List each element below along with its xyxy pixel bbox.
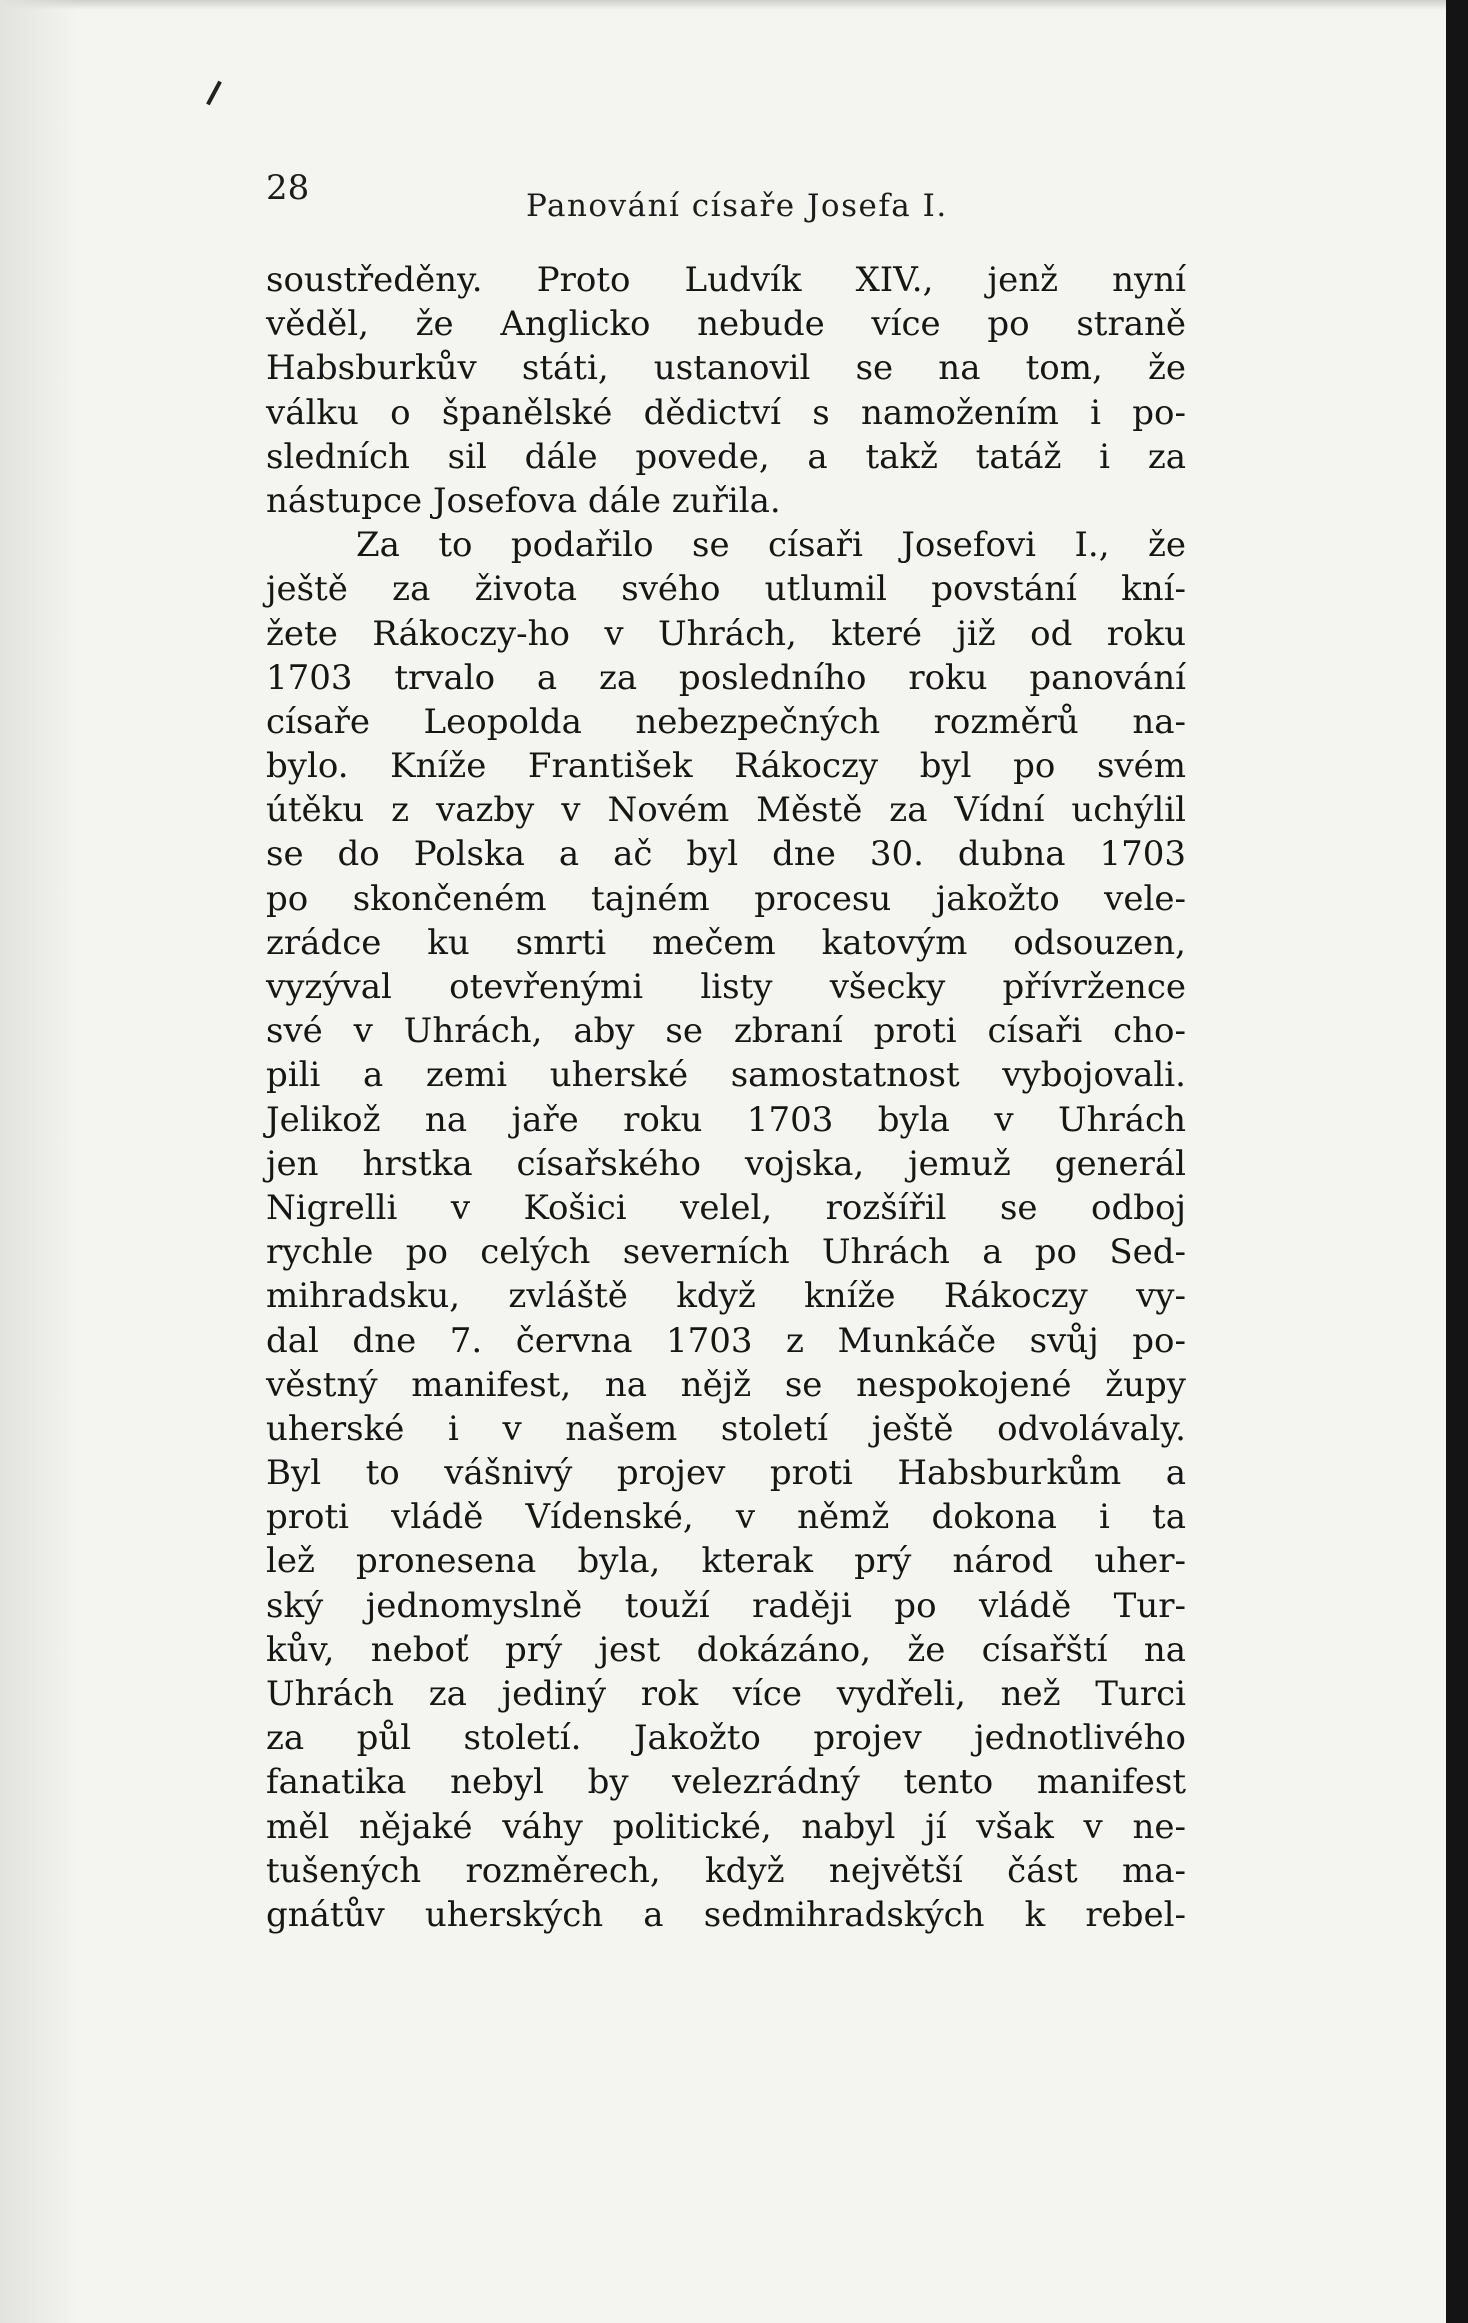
text-line: své v Uhrách, aby se zbraní proti císaři cho- <box>266 1011 1186 1052</box>
text-line: císaře Leopolda nebezpečných rozměrů na- <box>266 701 1186 742</box>
text-line: Byl to vášnivý projev proti Habsburkům a <box>266 1453 1186 1494</box>
text-line: Habsburkův státi, ustanovil se na tom, že <box>266 348 1186 389</box>
text-line: bylo. Kníže František Rákoczy byl po svém <box>266 746 1186 787</box>
text-line: soustředěny. Proto Ludvík XIV., jenž nyní <box>266 260 1186 300</box>
text-line: Jelikož na jaře roku 1703 byla v Uhrách <box>266 1099 1186 1140</box>
scan-right-border <box>1446 0 1468 2323</box>
text-line: věstný manifest, na nějž se nespokojené župy <box>266 1364 1186 1405</box>
text-line: sledních sil dále povede, a takž tatáž i za <box>266 436 1186 477</box>
text-line: za půl století. Jakožto projev jednotlivého <box>266 1718 1186 1759</box>
text-line: gnátův uherských a sedmihradských k rebel- <box>266 1894 1186 1935</box>
text-line: mihradsku, zvláště když kníže Rákoczy vy- <box>266 1276 1186 1317</box>
page-number: 28 <box>266 168 310 208</box>
text-line: ještě za života svého utlumil povstání kní- <box>266 569 1186 610</box>
body-text <box>266 258 1186 1937</box>
text-line: žete Rákoczy-ho v Uhrách, které již od roku <box>266 613 1186 654</box>
text-line: Nigrelli v Košici velel, rozšířil se odboj <box>266 1187 1186 1228</box>
text-line: pili a zemi uherské samostatnost vybojovali. <box>266 1055 1186 1096</box>
text-line: 1703 trvalo a za posledního roku panování <box>266 657 1186 698</box>
text-line: uherské i v našem století ještě odvolávaly. <box>266 1408 1186 1449</box>
text-line: věděl, že Anglicko nebude více po straně <box>266 304 1186 345</box>
scan-top-edge <box>0 0 1468 10</box>
text-line: vyzýval otevřenými listy všecky přívržence <box>266 967 1186 1007</box>
text-line: tušených rozměrech, když největší část ma- <box>266 1850 1186 1891</box>
text-line: válku o španělské dědictví s namožením i po- <box>266 392 1186 433</box>
text-line: měl nějaké váhy politické, nabyl jí však v ne- <box>266 1806 1186 1847</box>
pencil-mark <box>206 81 222 106</box>
text-line: jen hrstka císařského vojska, jemuž generál <box>266 1143 1186 1184</box>
text-line: Za to podařilo se císaři Josefovi I., že <box>356 525 1186 566</box>
text-line: fanatika nebyl by velezrádný tento manifest <box>266 1762 1186 1803</box>
running-head: Panování císaře Josefa I. <box>526 188 948 224</box>
text-line: Uhrách za jediný rok více vydřeli, než Turci <box>266 1674 1186 1714</box>
text-line: útěku z vazby v Novém Městě za Vídní uchýlil <box>266 790 1186 831</box>
text-line: nástupce Josefova dále zuřila. <box>266 480 781 521</box>
text-line: zrádce ku smrti mečem katovým odsouzen, <box>266 922 1186 963</box>
text-line: ský jednomyslně touží raději po vládě Tur- <box>266 1585 1186 1626</box>
text-line: rychle po celých severních Uhrách a po Sed- <box>266 1232 1186 1273</box>
text-line: kův, neboť prý jest dokázáno, že císařští na <box>266 1629 1186 1670</box>
scan-left-shadow <box>0 0 80 2323</box>
text-line: se do Polska a ač byl dne 30. dubna 1703 <box>266 834 1186 875</box>
text-line: dal dne 7. června 1703 z Munkáče svůj po- <box>266 1320 1186 1361</box>
text-line: po skončeném tajném procesu jakožto vele- <box>266 878 1186 919</box>
text-line: lež pronesena byla, kterak prý národ uher- <box>266 1541 1186 1582</box>
text-line: proti vládě Vídenské, v němž dokona i ta <box>266 1497 1186 1538</box>
